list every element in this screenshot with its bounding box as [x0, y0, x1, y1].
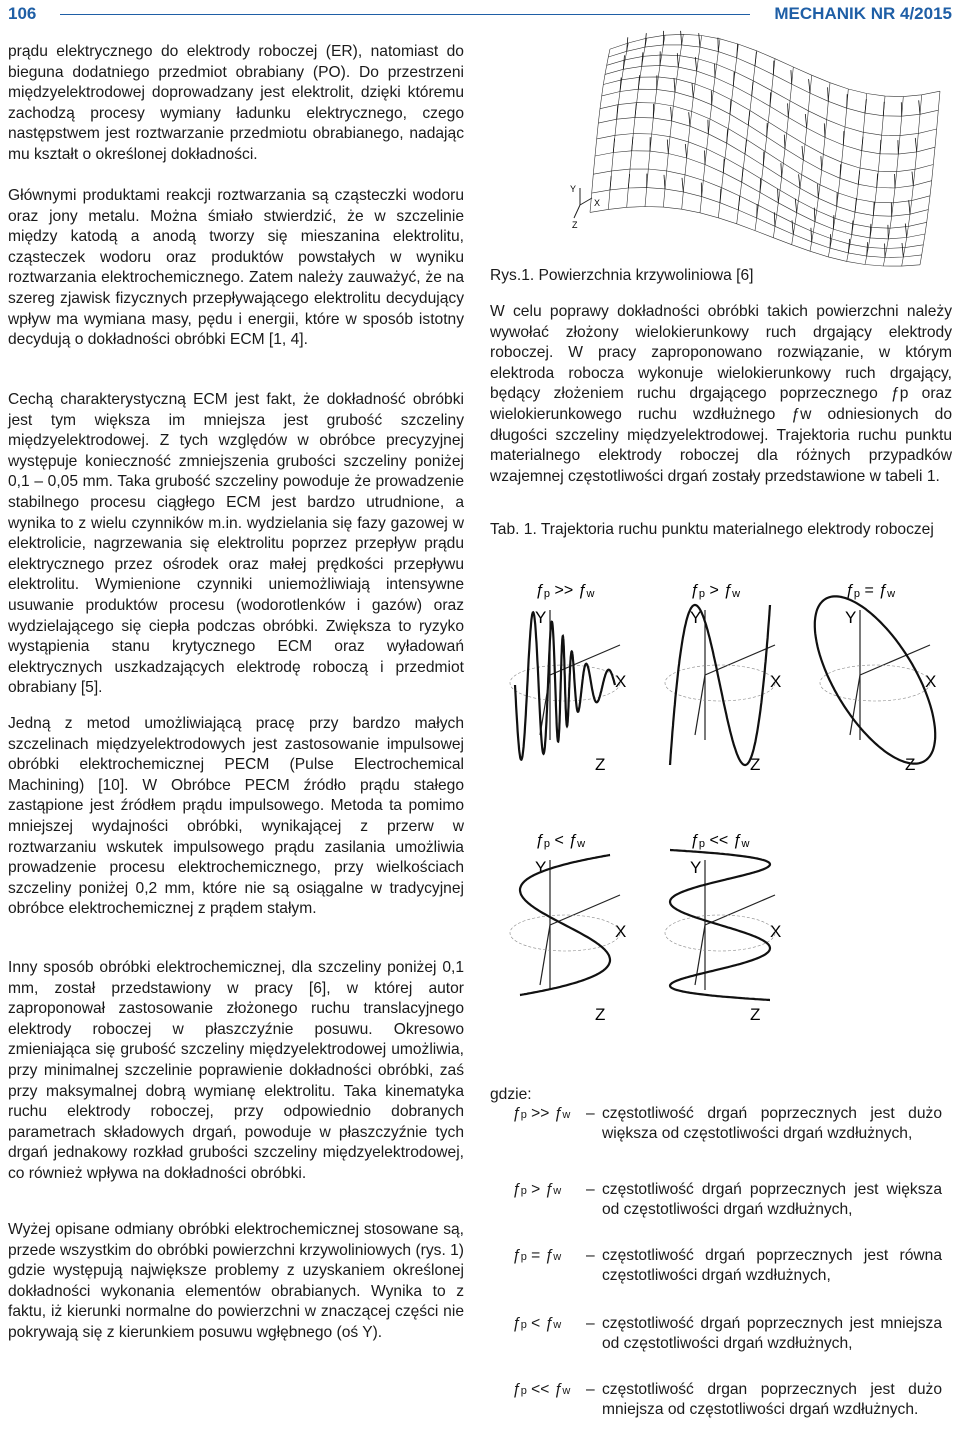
trajectory-cell [510, 582, 626, 774]
curved-surface-figure [540, 20, 960, 270]
mesh-col [865, 96, 885, 264]
normal-vector [755, 52, 756, 66]
normal-vector [733, 72, 734, 86]
normal-vector [628, 174, 629, 188]
normal-vector [784, 135, 785, 149]
normal-vector [748, 111, 749, 125]
normal-vector [902, 243, 903, 257]
mesh-col [902, 95, 922, 266]
ring-ellipse [665, 915, 775, 951]
legend-dash: – [586, 1105, 595, 1122]
paragraph-2: Głównymi produktami reakcji roztwarzania są cząsteczki wodoru oraz jony metalu. Można śmiało stwierdzić, że w szczelinie między katodą a anodą tworzy się mieszanina elektrolitu, cząsteczek wodoru oraz produktów powstałych w wyniku roztwarzania elektrochemicznego. Zatem należy zauważyć, że na szereg zjawisk fizycznych przepływającego elektrolitu decydujący wpływ ma wymiana masy, pędu i energii, które w sposób istotny decydują o dokładności obróbki ECM [1, 4]. [8, 187, 464, 349]
axis-z-label: Z [595, 1005, 606, 1024]
normal-vector [610, 176, 611, 190]
surface-mesh [590, 34, 940, 266]
trajectory-cell [665, 582, 781, 774]
normal-vector [802, 146, 803, 160]
normal-vector [677, 53, 678, 67]
legend-description: częstotliwość drgań poprzecznych jest mniejsza od częstotliwości drgań wzdłużnych, [602, 1315, 942, 1353]
paragraph-5: Inny sposób obróbki elektrochemicznej, dla szczeliny poniżej 0,1 mm, został przedstawiony w pracy [6], w której autor zaproponował zastosowanie złożonego ruchu translacyjnego elektrody roboczej w płaszczyźnie posuwu. Okresowo zmieniająca się grubość szczeliny międzyelektrodowej umożliwia, przy minimalnej szczelinie poprawienie dokładności obróbki, zaś przy maksymalnej dobrą wymianę elektrolitu. Taka kinematyka ruchu elektrody roboczej, przy odpowiednio dobranych parametrach składowych drgań, powoduje w płaszczyźnie tych drgań jednakowy rozkład grubości szczeliny międzyelektrodowej, co również wpływa na dokładności obróbki. [8, 959, 464, 1182]
table-1-caption: Tab. 1. Trajektoria ruchu punktu materialnego elektrody roboczej [490, 521, 934, 538]
normal-vector [858, 170, 859, 184]
normal-vector [781, 163, 782, 177]
trajectory-axes [695, 860, 775, 990]
axis-z-label: Z [750, 1005, 761, 1024]
axis-y-label: Y [845, 608, 857, 627]
trajectory-label: ƒp >> ƒw [535, 582, 595, 600]
journal-title: MECHANIK NR 4/2015 [774, 4, 952, 23]
normal-vector [627, 37, 628, 51]
normal-vector [742, 168, 743, 182]
mesh-col [645, 35, 665, 206]
axis-z-label: Z [905, 755, 916, 774]
trajectory-cell [665, 832, 781, 1024]
mesh-col [773, 67, 793, 238]
axis-z-label: Z [750, 755, 761, 774]
paragraph-right-1: W celu poprawy dokładności obróbki takich powierzchni należy wywołać złożony wielokierunkowy ruch drgający elektrody roboczej. W pracy zaproponowano rozwiązanie, w którym elektroda robocza wykonuje wielokierunkowy ruch drgający, będący złożeniem ruchu drgającego poprzecznego ƒp oraz wielokierunkowego ruchu wzdłużnego ƒw odniesionych do długości szczeliny międzyelektrodowej. Trajektoria ruchu punktu materialnego elektrody roboczej dla różnych przypadków wzajemnej częstotliwości drgań zostały przedstawione w tabeli 1. [490, 303, 952, 485]
legend-dash: – [586, 1181, 595, 1198]
trajectory-label: ƒp > ƒw [690, 582, 741, 600]
normal-vector [752, 82, 753, 96]
trajectory-path [670, 850, 770, 1000]
legend-description: częstotliwość drgan poprzecznych jest dużo mniejsza od częstotliwości drgań wzdłużnych. [602, 1381, 942, 1419]
axis-y-label: Y [690, 608, 702, 627]
normal-vector [915, 138, 916, 152]
mesh-col [627, 38, 647, 207]
trajectory-axes [540, 860, 620, 990]
mesh-col [828, 89, 848, 257]
normal-vector [843, 131, 844, 145]
normal-vector [877, 174, 878, 188]
trajectory-path [515, 612, 615, 759]
axis-y-label: Y [535, 858, 547, 877]
legend-symbol: ƒp >> ƒw [512, 1105, 571, 1122]
normal-vector [847, 94, 848, 108]
trajectory-table [490, 560, 960, 1030]
normal-vector [720, 189, 721, 203]
mesh-col [847, 94, 867, 262]
normal-vector [681, 31, 682, 45]
normal-vector [870, 224, 871, 238]
normal-vector [791, 70, 792, 84]
normal-vector [828, 87, 829, 101]
axis-y-label: Y [535, 608, 547, 627]
normal-vector [727, 129, 728, 143]
axis-x-label: X [770, 672, 782, 691]
normal-vector [664, 175, 665, 189]
normal-vector [671, 107, 672, 121]
normal-vector [795, 199, 796, 213]
trajectory-label: ƒp << ƒw [690, 832, 750, 850]
normal-vector [723, 159, 724, 173]
normal-vector [799, 174, 800, 188]
normal-vector [867, 242, 868, 256]
mesh-col [700, 39, 720, 213]
page-number: 106 [8, 4, 37, 23]
paragraph-3: Cechą charakterystyczną ECM jest fakt, że dokładność obróbki jest tym większa im mniejsza jest grubość szczeliny międzyelektrodowej. Z tych względów w obróbce precyzyjnej występuje konieczność zmniejszenia grubości szczeliny poniżej 0,1 – 0,05 mm. Taka grubość szczeliny powoduje że prowadzenie stabilnego procesu ciągłego ECM jest bardzo utrudnione, a wynika to z wielu czynników m.in. wydzielania się fazy gazowej w elektrolicie, nagrzewania się elektrolitu poprzez przepływ prądu elektrycznego przez ośrodek oraz małej prędkości przepływu elektrolitu. Wymienione czynniki uniemożliwiają intensywne usuwanie produktów procesu (wodorotlenków i gazów) oraz wydzielającego się ciepła podczas obróbki. Zwiększa to ryzyko wystąpienia stanu krytycznego ECM oraz wyładowań elektrycznych uszkadzających elektrodę roboczą i przedmiot obrabiany [5]. [8, 391, 464, 697]
normal-vector [883, 102, 884, 116]
axis-x-label: X [925, 672, 937, 691]
mesh-col [920, 91, 940, 265]
axis-x-label: X [770, 922, 782, 941]
normal-vector [805, 114, 806, 128]
normal-vector [767, 123, 768, 137]
trajectory-path [520, 855, 610, 995]
legend-description: częstotliwość drgań poprzecznych jest równa częstotliwości drgań wzdłużnych, [602, 1247, 942, 1285]
mesh-col [810, 83, 830, 252]
normal-vector [632, 137, 633, 151]
axis-y-label: Y [570, 184, 577, 194]
normal-vector [880, 140, 881, 154]
normal-vector [692, 83, 693, 97]
legend-symbol: ƒp < ƒw [512, 1315, 562, 1332]
legend-dash: – [586, 1381, 595, 1398]
normal-vector [685, 144, 686, 158]
normal-vector [738, 196, 739, 210]
axis-z-label: Z [572, 220, 578, 230]
trajectory-cell [510, 832, 626, 1024]
axis-triad [574, 188, 592, 218]
normal-vector [873, 202, 874, 216]
normal-vector [682, 178, 683, 192]
legend-symbol: ƒp << ƒw [512, 1381, 571, 1398]
legend-dash: – [586, 1247, 595, 1264]
axis-x-label: X [615, 672, 627, 691]
axis-x-label: X [615, 922, 627, 941]
normal-vector [865, 99, 866, 113]
ring-ellipse [510, 915, 620, 951]
normal-vector [613, 139, 614, 153]
axis-y-label: Y [690, 858, 702, 877]
normal-vector [695, 57, 696, 71]
normal-vector [757, 204, 758, 218]
normal-vector [905, 224, 906, 238]
mesh-col [682, 36, 702, 210]
trajectory-label: ƒp < ƒw [535, 832, 586, 850]
normal-vector [909, 200, 910, 214]
legend-title: gdzie: [490, 1086, 532, 1103]
mesh-row [595, 151, 925, 239]
legend-symbol: ƒp = ƒw [512, 1247, 562, 1264]
mesh-col [608, 43, 628, 209]
mesh-col [883, 97, 903, 266]
axis-z-label: Z [595, 755, 606, 774]
normal-vector [821, 156, 822, 170]
normal-vector [667, 140, 668, 154]
normal-vector [818, 184, 819, 198]
legend-symbol: ƒp > ƒw [512, 1181, 562, 1198]
trajectory-path [815, 596, 935, 763]
normal-vector [862, 137, 863, 151]
normal-vector [674, 78, 675, 92]
trajectory-path [670, 605, 770, 765]
mesh-col [663, 34, 683, 207]
normal-vector [774, 212, 775, 226]
normal-vector [689, 112, 690, 126]
normal-vector [824, 123, 825, 137]
normal-vector [837, 192, 838, 206]
normal-vector [778, 189, 779, 203]
header-rule [60, 14, 750, 15]
normal-vector [811, 228, 812, 242]
paragraph-4: Jedną z metod umożliwiającą pracę przy bardzo małych szczelinach międzyelektrodowych jest zastosowanie impulsowej obróbki elektrochemicznej PECM (Pulse Electrochemical Machining) [10]. W Obróbce PECM źródło prądu stałego zastąpione jest źródłem prądu impulsowego. Metoda ta pomimo mniejszej wydajności obróbki, wynikającej z przerw w roztwarzaniu wskutek impulsowego prądu zasilania umożliwia prowadzenie procesu elektrochemicznego, przy wielkościach szczeliny poniżej 0,2 mm, które nie są osiągalne w tradycyjnej obróbce elektrochemicznej z prądem stałym. [8, 715, 464, 918]
mesh-col [792, 75, 812, 245]
trajectory-cell [815, 582, 937, 774]
normal-vector [737, 44, 738, 58]
paragraph-1: prądu elektrycznego do elektrody roboczej (ER), natomiast do bieguna dodatniego przedmiot obrabiany (PO). Do przestrzeni międzyelektrodowej doprowadzany jest elektrolit, dzięki któremu zachodzą procesy wymiany ładunku elektrycznego, czego następstwem jest roztwarzanie przedmiotu obrabianego, nadając mu kształt o określonej dokładności. [8, 43, 464, 163]
paragraph-6: Wyżej opisane odmiany obróbki elektrochemicznej stosowane są, przede wszystkim do obróbki powierzchni krzywoliniowych (rys. 1) gdzie występują największe problemy z uzyskaniem określonej dokładności wykonania elementów obrabianych. Wynika to z faktu, iż kierunki normalne do powierzchni w znaczącej części nie pokrywają się z kierunkiem posuwu wgłębnego (oś Y). [8, 1221, 464, 1341]
surface-normals [610, 31, 920, 258]
normal-vector [919, 100, 920, 114]
mesh-col [718, 44, 738, 218]
axis-x-label: X [594, 198, 601, 208]
normal-vector [809, 79, 810, 93]
normal-vector [912, 172, 913, 186]
legend-description: częstotliwość drgań poprzecznych jest dużo większa od częstotliwości drgań wzdłużnych, [602, 1105, 942, 1143]
figure-1-caption: Rys.1. Powierzchnia krzywoliniowa [6] [490, 267, 754, 284]
normal-vector [730, 100, 731, 114]
normal-vector [617, 105, 618, 119]
normal-vector [788, 103, 789, 117]
trajectory-label: ƒp = ƒw [845, 582, 896, 600]
legend-description: częstotliwość drgań poprzecznych jest większa od częstotliwości drgań wzdłużnych, [602, 1181, 942, 1219]
legend-dash: – [586, 1315, 595, 1332]
normal-vector [745, 140, 746, 154]
